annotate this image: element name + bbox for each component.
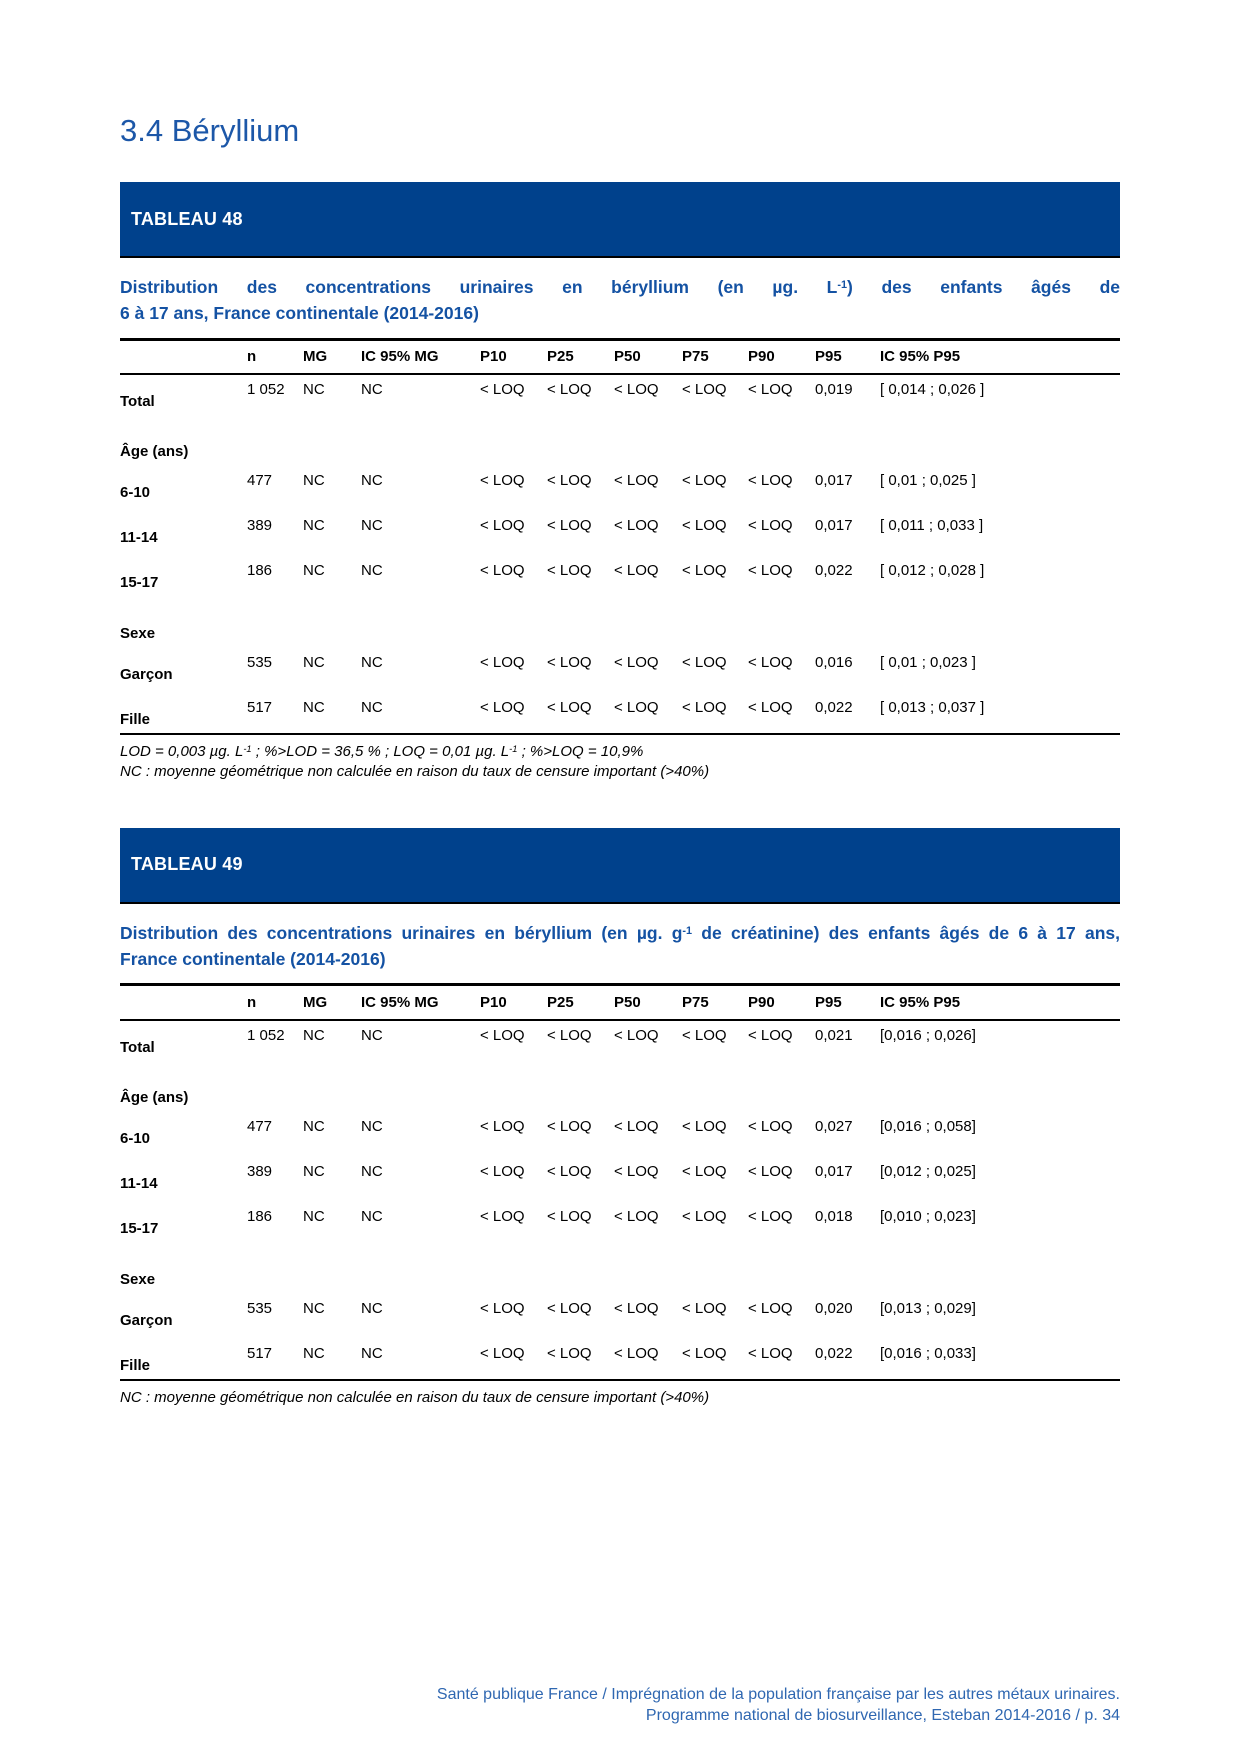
footer-line-1: Santé publique France / Imprégnation de la population française par les autres métaux urinaires. — [436, 1686, 1120, 1703]
cell-value: 1 052 — [247, 1026, 285, 1044]
row-label: Fille — [120, 1356, 151, 1374]
table-row — [120, 1020, 1120, 1065]
column-header: MG — [303, 348, 328, 366]
table-caption-line-1: Distribution des concentrations urinaires en béryllium (en µg. $g^{-1}$ de créatinine) des enfants âgés de 6 à 17 ans, — [120, 922, 1120, 943]
group-label: Âge (ans) — [120, 443, 189, 461]
cell-value: < LOQ — [614, 1026, 659, 1044]
cell-value: < LOQ — [682, 1162, 727, 1180]
table-row — [120, 374, 1120, 419]
cell-value: 477 — [247, 472, 273, 490]
cell-value: < LOQ — [480, 654, 525, 672]
cell-value: < LOQ — [480, 1162, 525, 1180]
table-row — [120, 1112, 1120, 1157]
table-caption — [120, 274, 1120, 327]
cell-value: < LOQ — [480, 562, 525, 580]
cell-value: < LOQ — [682, 517, 727, 535]
cell-value: < LOQ — [547, 1299, 592, 1317]
cell-value: < LOQ — [682, 1026, 727, 1044]
cell-value: 0,016 — [815, 654, 853, 672]
cell-value: NC — [303, 517, 325, 535]
cell-value: < LOQ — [614, 381, 659, 399]
row-label: Garçon — [120, 1311, 173, 1329]
cell-value: < LOQ — [682, 699, 727, 717]
cell-value: < LOQ — [614, 654, 659, 672]
column-header: P95 — [815, 994, 842, 1012]
column-header: P25 — [547, 348, 574, 366]
cell-value: < LOQ — [682, 1344, 727, 1362]
column-header: P10 — [480, 348, 507, 366]
cell-value: NC — [303, 654, 325, 672]
cell-value: < LOQ — [547, 517, 592, 535]
cell-value: < LOQ — [480, 381, 525, 399]
cell-value: < LOQ — [547, 1117, 592, 1135]
table-header-row — [120, 339, 1120, 374]
table-row — [120, 1339, 1120, 1380]
cell-value: 1 052 — [247, 381, 285, 399]
footnote-line: NC : moyenne géométrique non calculée en raison du taux de censure important (>40%) — [120, 763, 710, 781]
row-label: 11-14 — [120, 1174, 158, 1192]
superscript: -1 — [243, 743, 252, 754]
cell-value: < LOQ — [614, 1117, 659, 1135]
cell-value: NC — [303, 472, 325, 490]
row-label: 6-10 — [120, 1129, 151, 1147]
column-header: P95 — [815, 348, 842, 366]
cell-value: < LOQ — [614, 1344, 659, 1362]
cell-value: [ 0,01 ; 0,023 ] — [880, 654, 976, 672]
cell-value: < LOQ — [480, 1026, 525, 1044]
cell-value: NC — [303, 1026, 325, 1044]
column-header: P90 — [748, 994, 775, 1012]
table-row — [120, 556, 1120, 601]
cell-value: < LOQ — [748, 1117, 793, 1135]
statistics-table — [120, 983, 1120, 1381]
cell-value: < LOQ — [614, 562, 659, 580]
cell-value: < LOQ — [748, 1344, 793, 1362]
row-label: Total — [120, 393, 155, 411]
table-footnotes — [120, 742, 1120, 782]
cell-value: 186 — [247, 562, 273, 580]
cell-value: 477 — [247, 1117, 273, 1135]
cell-value: NC — [361, 1299, 383, 1317]
cell-value: NC — [361, 1162, 383, 1180]
cell-value: < LOQ — [748, 381, 793, 399]
table-row — [120, 466, 1120, 511]
column-header: MG — [303, 994, 328, 1012]
column-header: P75 — [682, 994, 709, 1012]
column-header: P90 — [748, 348, 775, 366]
cell-value: < LOQ — [614, 1299, 659, 1317]
cell-value: [ 0,012 ; 0,028 ] — [880, 562, 985, 580]
cell-value: [0,012 ; 0,025] — [880, 1162, 976, 1180]
cell-value: < LOQ — [748, 1299, 793, 1317]
cell-value: < LOQ — [748, 472, 793, 490]
group-label: Sexe — [120, 625, 156, 643]
cell-value: [0,016 ; 0,026] — [880, 1026, 976, 1044]
group-row — [120, 433, 1120, 466]
table-footnotes — [120, 1388, 1120, 1408]
cell-value: < LOQ — [480, 1299, 525, 1317]
cell-value: < LOQ — [480, 699, 525, 717]
cell-value: 0,022 — [815, 1344, 853, 1362]
cell-value: NC — [303, 1207, 325, 1225]
cell-value: < LOQ — [682, 654, 727, 672]
table-row — [120, 648, 1120, 693]
table-banner — [120, 828, 1120, 904]
column-header: n — [247, 994, 257, 1012]
cell-value: NC — [303, 1162, 325, 1180]
cell-value: < LOQ — [547, 1344, 592, 1362]
cell-value: < LOQ — [547, 472, 592, 490]
cell-value: < LOQ — [682, 562, 727, 580]
cell-value: < LOQ — [682, 1207, 727, 1225]
row-label: 15-17 — [120, 1219, 159, 1237]
cell-value: < LOQ — [480, 1344, 525, 1362]
cell-value: NC — [361, 1117, 383, 1135]
cell-value: < LOQ — [748, 1207, 793, 1225]
row-label: 6-10 — [120, 484, 151, 502]
cell-value: NC — [361, 472, 383, 490]
superscript: -1 — [837, 279, 848, 292]
column-header: IC 95% P95 — [880, 994, 961, 1012]
cell-value: < LOQ — [547, 654, 592, 672]
spacer-row — [120, 1247, 1120, 1261]
table-banner-label: TABLEAU 49 — [131, 854, 243, 875]
spacer-row — [120, 1065, 1120, 1079]
cell-value: NC — [361, 699, 383, 717]
cell-value: 0,022 — [815, 562, 853, 580]
table-caption-line-2: France continentale (2014-2016) — [120, 949, 386, 970]
column-header: P25 — [547, 994, 574, 1012]
table-banner-label: TABLEAU 48 — [131, 208, 243, 229]
cell-value: < LOQ — [748, 1026, 793, 1044]
row-label: 11-14 — [120, 529, 158, 547]
cell-value: 389 — [247, 1162, 273, 1180]
cell-value: NC — [303, 1344, 325, 1362]
cell-value: < LOQ — [614, 699, 659, 717]
spacer-row — [120, 601, 1120, 615]
cell-value: < LOQ — [682, 1299, 727, 1317]
cell-value: 517 — [247, 1344, 273, 1362]
spacer-cell — [120, 601, 1120, 615]
cell-value: 186 — [247, 1207, 273, 1225]
cell-value: 0,017 — [815, 472, 853, 490]
table-banner — [120, 182, 1120, 258]
cell-value: < LOQ — [748, 654, 793, 672]
cell-value: NC — [361, 517, 383, 535]
cell-value: < LOQ — [547, 381, 592, 399]
table-caption-line-2: 6 à 17 ans, France continentale (2014-2016) — [120, 303, 479, 324]
cell-value: < LOQ — [682, 1117, 727, 1135]
cell-value: NC — [361, 1026, 383, 1044]
cell-value: 389 — [247, 517, 273, 535]
cell-value: NC — [303, 1299, 325, 1317]
cell-value: < LOQ — [547, 1207, 592, 1225]
cell-value: 535 — [247, 654, 273, 672]
table-section — [120, 182, 1120, 782]
table-row — [120, 693, 1120, 734]
cell-value: [0,016 ; 0,058] — [880, 1117, 976, 1135]
cell-value: < LOQ — [614, 472, 659, 490]
cell-value: < LOQ — [480, 1207, 525, 1225]
column-header: P75 — [682, 348, 709, 366]
cell-value: 0,017 — [815, 1162, 853, 1180]
cell-value: NC — [303, 699, 325, 717]
cell-value: [0,013 ; 0,029] — [880, 1299, 976, 1317]
tables-container — [120, 182, 1120, 1408]
cell-value: < LOQ — [748, 517, 793, 535]
cell-value: 0,021 — [815, 1026, 853, 1044]
footnote-line: NC : moyenne géométrique non calculée en raison du taux de censure important (>40%) — [120, 1388, 710, 1406]
cell-value: NC — [361, 381, 383, 399]
table-caption — [120, 920, 1120, 973]
section-title: 3.4 Béryllium — [120, 113, 300, 148]
cell-value: < LOQ — [480, 1117, 525, 1135]
group-label: Âge (ans) — [120, 1088, 189, 1106]
cell-value: < LOQ — [614, 517, 659, 535]
cell-value: NC — [303, 1117, 325, 1135]
cell-value: < LOQ — [748, 1162, 793, 1180]
cell-value: 0,017 — [815, 517, 853, 535]
cell-value: NC — [361, 654, 383, 672]
row-label: 15-17 — [120, 574, 159, 592]
table-caption-line-1: Distribution des concentrations urinaires en béryllium (en µg. $L^{-1}$) des enfants âgés de — [120, 277, 1120, 298]
spacer-row — [120, 419, 1120, 433]
cell-value: [0,016 ; 0,033] — [880, 1344, 976, 1362]
table-section — [120, 828, 1120, 1408]
cell-value: 0,018 — [815, 1207, 853, 1225]
cell-value: < LOQ — [748, 562, 793, 580]
superscript: -1 — [682, 925, 693, 938]
cell-value: < LOQ — [547, 699, 592, 717]
column-header: P10 — [480, 994, 507, 1012]
cell-value: < LOQ — [682, 381, 727, 399]
spacer-cell — [120, 419, 1120, 433]
group-row — [120, 1261, 1120, 1294]
cell-value: 0,022 — [815, 699, 853, 717]
table-row — [120, 1294, 1120, 1339]
group-row — [120, 615, 1120, 648]
column-header: IC 95% MG — [361, 348, 439, 366]
group-row — [120, 1079, 1120, 1112]
cell-value: 0,019 — [815, 381, 853, 399]
column-header: P50 — [614, 348, 641, 366]
cell-value: [ 0,013 ; 0,037 ] — [880, 699, 985, 717]
cell-value: < LOQ — [547, 1026, 592, 1044]
cell-value: < LOQ — [748, 699, 793, 717]
cell-value: 535 — [247, 1299, 273, 1317]
cell-value: NC — [361, 1207, 383, 1225]
column-header-empty — [120, 985, 247, 1020]
cell-value: NC — [303, 562, 325, 580]
footer-line-2: Programme national de biosurveillance, Esteban 2014-2016 / p. 34 — [645, 1707, 1120, 1725]
footnote-line: LOD = 0,003 µg. $L^{-1}$ ; %>LOD = 36,5 % ; LOQ = 0,01 µg. $L^{-1}$ ; %>LOQ = 10,9% — [120, 743, 644, 761]
page-content — [120, 0, 1120, 1408]
column-header: IC 95% P95 — [880, 348, 961, 366]
column-header-empty — [120, 339, 247, 374]
table-row — [120, 1202, 1120, 1247]
row-label: Total — [120, 1038, 155, 1056]
column-header: n — [247, 348, 257, 366]
cell-value: < LOQ — [547, 562, 592, 580]
cell-value: NC — [361, 562, 383, 580]
spacer-cell — [120, 1065, 1120, 1079]
table-row — [120, 1157, 1120, 1202]
table-row — [120, 511, 1120, 556]
row-label: Garçon — [120, 666, 173, 684]
cell-value: < LOQ — [614, 1207, 659, 1225]
statistics-table — [120, 338, 1120, 736]
spacer-cell — [120, 1247, 1120, 1261]
group-label: Sexe — [120, 1270, 156, 1288]
cell-value: NC — [361, 1344, 383, 1362]
cell-value: 0,027 — [815, 1117, 853, 1135]
cell-value: < LOQ — [480, 472, 525, 490]
column-header: IC 95% MG — [361, 994, 439, 1012]
page-footer — [437, 1684, 1120, 1726]
cell-value: < LOQ — [682, 472, 727, 490]
cell-value: [0,010 ; 0,023] — [880, 1207, 976, 1225]
row-label: Fille — [120, 711, 151, 729]
superscript: -1 — [509, 743, 518, 754]
cell-value: [ 0,014 ; 0,026 ] — [880, 381, 985, 399]
cell-value: < LOQ — [614, 1162, 659, 1180]
cell-value: 517 — [247, 699, 273, 717]
column-header: P50 — [614, 994, 641, 1012]
table-header-row — [120, 985, 1120, 1020]
cell-value: < LOQ — [547, 1162, 592, 1180]
cell-value: 0,020 — [815, 1299, 853, 1317]
cell-value: [ 0,01 ; 0,025 ] — [880, 472, 976, 490]
cell-value: NC — [303, 381, 325, 399]
cell-value: < LOQ — [480, 517, 525, 535]
cell-value: [ 0,011 ; 0,033 ] — [880, 517, 984, 535]
